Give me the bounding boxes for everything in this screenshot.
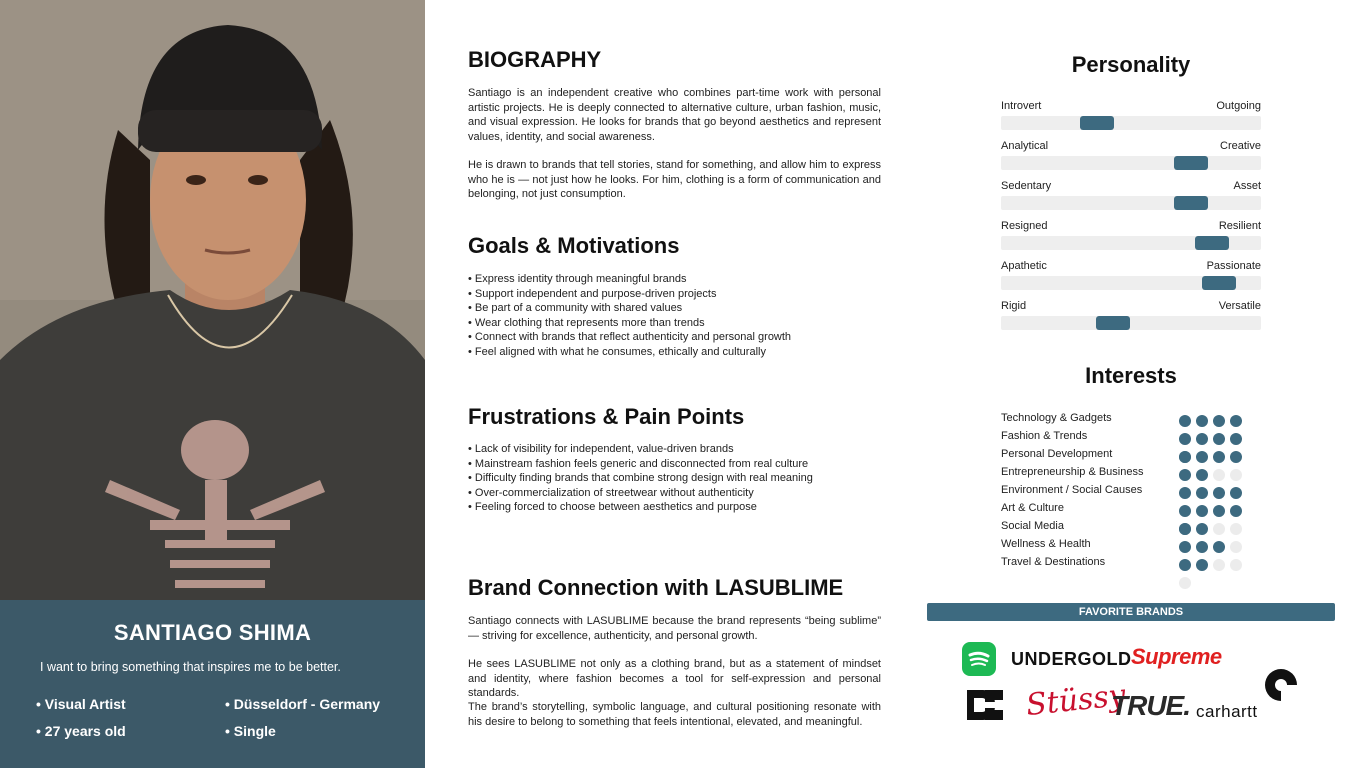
profile-overlay [0, 600, 425, 768]
rating-dot-filled [1196, 469, 1208, 481]
trait-slider-marker [1174, 196, 1208, 210]
list-item: • Lack of visibility for independent, value-driven brands [468, 442, 888, 457]
trait-slider-track [1001, 116, 1261, 130]
goals-list [468, 272, 888, 359]
rating-dot-filled [1179, 559, 1191, 571]
rating-dot-filled [1213, 451, 1225, 463]
interests-heading: Interests [1085, 363, 1177, 388]
favorite-brands-bar: FAVORITE BRANDS [927, 603, 1335, 621]
interest-label: Technology & Gadgets [1001, 412, 1112, 424]
rating-dot-filled [1213, 505, 1225, 517]
undergold-logo: UNDERGOLD [1011, 649, 1132, 669]
interest-label: Entrepreneurship & Business [1001, 466, 1144, 478]
frustrations-list [468, 442, 888, 515]
trait-left-label: Resigned [1001, 220, 1048, 232]
rating-dot-filled [1179, 541, 1191, 553]
biography-paragraph-1: Santiago is an independent creative who combines part-time work with personal artistic projects. He is deeply connected to alternative culture, urban fashion, music, and visual expression. He looks for brands that go beyond aesthetics and represent values, identity, and social awareness. [468, 87, 881, 143]
stussy-logo: Stüssy [1024, 677, 1128, 724]
list-item: • Difficulty finding brands that combine strong design with real meaning [468, 471, 888, 486]
brand-connection-paragraph-1: Santiago connects with LASUBLIME because the brand represents “being sublime” — striving for excellence, authenticity, and personal growth. [468, 615, 881, 642]
trait-slider-track [1001, 276, 1261, 290]
interest-row [1001, 519, 1263, 535]
rating-dot-filled [1196, 451, 1208, 463]
trait-right-label: Passionate [1206, 260, 1261, 272]
interest-label: Wellness & Health [1001, 538, 1091, 550]
trait-slider-marker [1195, 236, 1229, 250]
rating-dot-filled [1179, 451, 1191, 463]
interest-rating [1179, 558, 1263, 594]
rating-dot-filled [1230, 487, 1242, 499]
trait-slider-marker [1080, 116, 1114, 130]
fact-location: • Düsseldorf - Germany [225, 696, 381, 712]
rating-dot-filled [1213, 541, 1225, 553]
rating-dot-filled [1179, 469, 1191, 481]
rating-dot-filled [1230, 451, 1242, 463]
interest-row [1001, 411, 1263, 427]
trait-slider-marker [1174, 156, 1208, 170]
carhartt-c-icon [1264, 667, 1298, 708]
trait-right-label: Creative [1220, 140, 1261, 152]
interest-row [1001, 447, 1263, 463]
persona-quote: I want to bring something that inspires me to be better. [40, 660, 341, 674]
rating-dot-filled [1179, 487, 1191, 499]
trait-right-label: Versatile [1218, 300, 1261, 312]
interest-label: Personal Development [1001, 448, 1113, 460]
trait-slider-track [1001, 316, 1261, 330]
trait-row [1001, 180, 1261, 212]
list-item: • Feel aligned with what he consumes, ethically and culturally [468, 345, 888, 360]
brand-connection-paragraph-3: The brand’s storytelling, symbolic language, and cultural positioning resonate with his desire to belong to something that feels intentional, elevated, and meaningful. [468, 701, 881, 728]
rating-dot-filled [1196, 523, 1208, 535]
personality-heading: Personality [1071, 52, 1191, 77]
interest-label: Environment / Social Causes [1001, 484, 1143, 496]
spotify-logo [962, 642, 996, 681]
rating-dot-empty [1230, 523, 1242, 535]
fact-relationship: • Single [225, 723, 276, 739]
biography-paragraph-2: He is drawn to brands that tell stories, stand for something, and allow him to express who he is — not just how he looks. For him, clothing is a form of communication and belonging, not just consumption. [468, 159, 881, 200]
rating-dot-filled [1179, 505, 1191, 517]
rating-dot-empty [1213, 469, 1225, 481]
biography-heading: BIOGRAPHY [468, 47, 602, 72]
interest-row [1001, 429, 1263, 445]
rating-dot-filled [1230, 433, 1242, 445]
trait-left-label: Analytical [1001, 140, 1049, 152]
interest-row [1001, 555, 1263, 571]
list-item: • Feeling forced to choose between aesthetics and purpose [468, 500, 888, 515]
rating-dot-filled [1179, 415, 1191, 427]
trait-slider-track [1001, 156, 1261, 170]
interest-label: Social Media [1001, 520, 1064, 532]
trait-left-label: Rigid [1001, 300, 1027, 312]
persona-name: SANTIAGO SHIMA [113, 620, 312, 645]
trait-row [1001, 300, 1261, 332]
rating-dot-empty [1230, 469, 1242, 481]
rating-dot-filled [1230, 505, 1242, 517]
fact-occupation: • Visual Artist [36, 696, 126, 712]
rating-dot-filled [1179, 523, 1191, 535]
list-item: • Express identity through meaningful brands [468, 272, 888, 287]
trait-slider-track [1001, 236, 1261, 250]
rating-dot-empty [1230, 559, 1242, 571]
list-item: • Mainstream fashion feels generic and disconnected from real culture [468, 457, 888, 472]
rating-dot-empty [1213, 523, 1225, 535]
list-item: • Over-commercialization of streetwear without authenticity [468, 486, 888, 501]
rating-dot-filled [1196, 541, 1208, 553]
supreme-logo: Supreme [1131, 644, 1222, 669]
trait-row [1001, 220, 1261, 252]
interest-label: Travel & Destinations [1001, 556, 1106, 568]
frustrations-heading: Frustrations & Pain Points [468, 404, 745, 429]
trait-slider-marker [1096, 316, 1130, 330]
list-item: • Wear clothing that represents more than trends [468, 316, 888, 331]
carhartt-logo: carhartt [1196, 702, 1258, 721]
list-item: • Connect with brands that reflect authenticity and personal growth [468, 330, 888, 345]
brand-connection-paragraph-2: He sees LASUBLIME not only as a clothing brand, but as a statement of mindset and identity, where fashion becomes a tool for self-expression and personal standards. [468, 658, 881, 699]
fact-age: • 27 years old [36, 723, 126, 739]
interest-label: Fashion & Trends [1001, 430, 1088, 442]
interest-row [1001, 537, 1263, 553]
list-item: • Be part of a community with shared values [468, 301, 888, 316]
goals-heading: Goals & Motivations [468, 233, 680, 258]
brand-connection-heading: Brand Connection with LASUBLIME [468, 575, 844, 600]
rating-dot-filled [1213, 487, 1225, 499]
trait-right-label: Resilient [1218, 220, 1261, 232]
interest-row [1001, 501, 1263, 517]
trait-right-label: Outgoing [1216, 100, 1261, 112]
true-religion-logo: TRUE. [1111, 690, 1190, 721]
interest-row [1001, 483, 1263, 499]
rating-dot-filled [1196, 559, 1208, 571]
trait-right-label: Asset [1233, 180, 1261, 192]
rating-dot-filled [1213, 433, 1225, 445]
trait-left-label: Sedentary [1001, 180, 1052, 192]
rating-dot-filled [1196, 433, 1208, 445]
trait-row [1001, 100, 1261, 132]
rating-dot-filled [1196, 505, 1208, 517]
trait-slider-track [1001, 196, 1261, 210]
trait-left-label: Introvert [1001, 100, 1042, 112]
rating-dot-empty [1179, 577, 1191, 589]
trait-row [1001, 140, 1261, 172]
interest-row [1001, 465, 1263, 481]
rating-dot-filled [1179, 433, 1191, 445]
trait-row [1001, 260, 1261, 292]
dc-logo [965, 688, 1005, 727]
rating-dot-filled [1230, 415, 1242, 427]
trait-slider-marker [1202, 276, 1236, 290]
rating-dot-filled [1196, 415, 1208, 427]
rating-dot-empty [1213, 559, 1225, 571]
rating-dot-empty [1230, 541, 1242, 553]
interest-label: Art & Culture [1001, 502, 1064, 514]
rating-dot-filled [1213, 415, 1225, 427]
trait-left-label: Apathetic [1001, 260, 1047, 272]
list-item: • Support independent and purpose-driven projects [468, 287, 888, 302]
rating-dot-filled [1196, 487, 1208, 499]
persona-photo [0, 0, 425, 768]
